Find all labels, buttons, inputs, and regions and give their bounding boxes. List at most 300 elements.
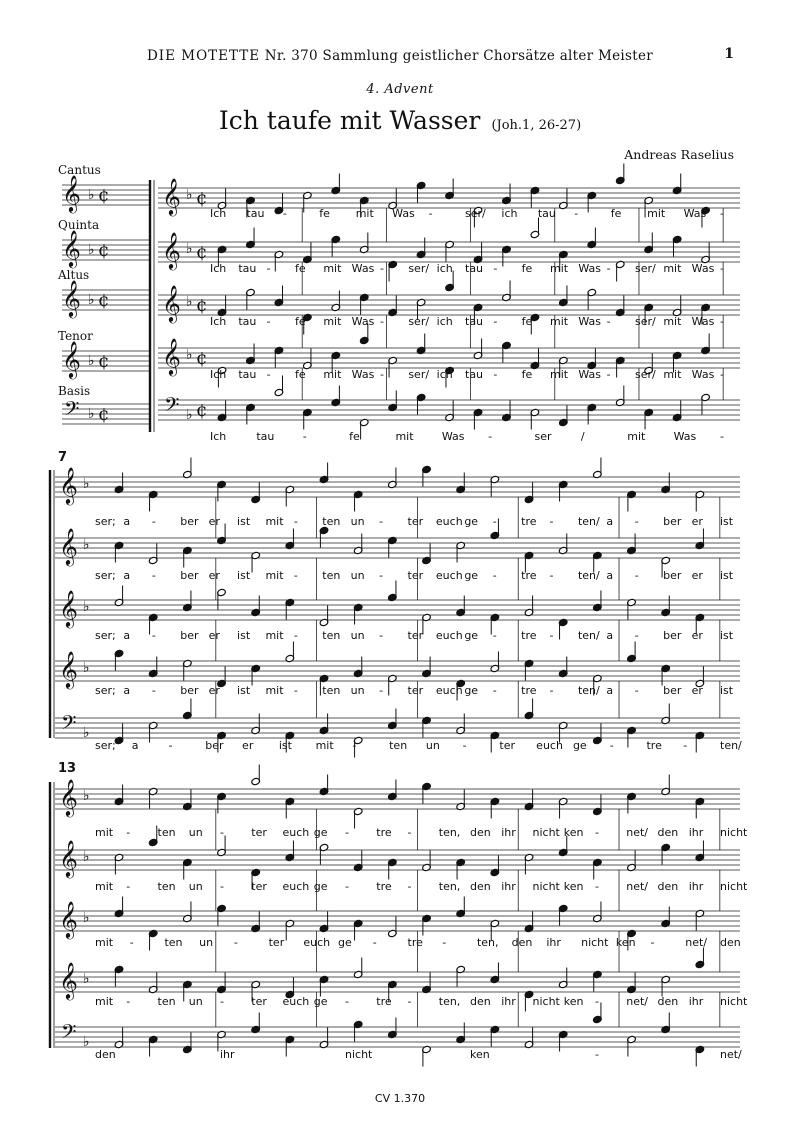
treble-clef-icon: 𝄞 bbox=[59, 527, 78, 565]
lyric-syllable: ken bbox=[470, 1048, 490, 1061]
measure-number-7: 7 bbox=[58, 450, 68, 465]
lyric-syllable: Was bbox=[578, 315, 601, 328]
treble-clef-icon: 𝄞 bbox=[59, 839, 78, 877]
lyric-syllable: nicht bbox=[532, 826, 560, 839]
lyric-syllable: - bbox=[380, 262, 384, 275]
flat-icon: ♭ bbox=[88, 187, 95, 203]
lyric-syllable: fe bbox=[349, 430, 360, 443]
lyric-syllable: - bbox=[302, 430, 307, 443]
lyric-syllable: ge bbox=[313, 826, 328, 839]
lyric-syllable: - bbox=[345, 995, 349, 1008]
lyric-syllable: ist bbox=[278, 739, 292, 752]
flat-icon: ♭ bbox=[83, 971, 90, 987]
flat-icon: ♭ bbox=[83, 537, 90, 553]
lyric-syllable: - bbox=[151, 515, 156, 528]
flat-icon: ♭ bbox=[83, 660, 90, 676]
lyric-syllable: er bbox=[208, 569, 220, 582]
lyric-syllable: - bbox=[151, 684, 156, 697]
lyric-syllable: ist bbox=[237, 629, 251, 642]
lyric-syllable: - bbox=[372, 936, 377, 949]
lyric-syllable: ten/ bbox=[577, 569, 600, 582]
lyric-syllable: ken bbox=[563, 826, 584, 839]
lyric-syllable: Was bbox=[673, 430, 697, 443]
cut-time-icon: ¢ bbox=[196, 400, 208, 421]
treble-clef-icon: 𝄞 bbox=[59, 466, 78, 504]
lyric-syllable: - bbox=[720, 315, 724, 328]
flat-icon: ♭ bbox=[83, 476, 90, 492]
flat-icon: ♭ bbox=[186, 187, 193, 203]
flat-icon: ♭ bbox=[88, 292, 95, 308]
lyric-syllable: tre bbox=[521, 629, 537, 642]
lyric-syllable: fe bbox=[295, 262, 306, 275]
lyric-syllable: ber bbox=[180, 684, 199, 697]
lyric-syllable: tre bbox=[646, 739, 662, 752]
lyric-syllable: ser; bbox=[95, 629, 116, 642]
lyric-syllable: - bbox=[293, 515, 298, 528]
treble-clef-icon: 𝄞 bbox=[59, 778, 78, 816]
lyric-syllable: - bbox=[683, 739, 688, 752]
lyric-syllable: ten bbox=[322, 629, 341, 642]
lyric-syllable: den bbox=[470, 826, 491, 839]
lyric-syllable: - bbox=[595, 995, 599, 1008]
lyric-syllable: mit bbox=[323, 315, 342, 328]
lyric-syllable: ser/ bbox=[635, 262, 656, 275]
lyric-syllable: ser/ bbox=[635, 315, 656, 328]
lyric-syllable: a bbox=[123, 629, 131, 642]
lyric-syllable: ter bbox=[499, 739, 516, 752]
liturgical-occasion: 4. Advent bbox=[366, 82, 434, 97]
lyric-syllable: - bbox=[634, 569, 639, 582]
lyric-syllable: - bbox=[650, 936, 655, 949]
lyric-syllable: - bbox=[151, 629, 156, 642]
lyric-syllable: mit bbox=[265, 629, 284, 642]
treble-clef-icon: 𝄞 bbox=[59, 650, 78, 688]
lyric-syllable: ich bbox=[501, 207, 518, 220]
lyric-syllable: mit bbox=[95, 995, 114, 1008]
lyric-syllable: mit bbox=[663, 315, 682, 328]
lyric-syllable: - bbox=[266, 315, 271, 328]
lyric-syllable: - bbox=[595, 880, 599, 893]
lyric-syllable: - bbox=[266, 368, 271, 381]
lyric-syllable: euch bbox=[435, 515, 463, 528]
lyric-syllable: nicht bbox=[720, 995, 748, 1008]
lyric-syllable: ten bbox=[322, 515, 341, 528]
lyric-syllable: er bbox=[691, 684, 703, 697]
lyric-syllable: Was bbox=[351, 368, 375, 381]
lyric-syllable: mit bbox=[315, 739, 334, 752]
voice-name-altus: Altus bbox=[58, 268, 90, 282]
lyric-syllable: un bbox=[350, 629, 365, 642]
lyric-syllable: - bbox=[345, 826, 349, 839]
lyric-syllable: den bbox=[511, 936, 533, 949]
lyric-syllable: - bbox=[407, 995, 412, 1008]
series-title: DIE MOTETTE bbox=[146, 48, 261, 64]
lyric-syllable: ter bbox=[407, 629, 424, 642]
lyric-syllable: ist bbox=[237, 684, 251, 697]
lyric-syllable: ten, bbox=[438, 826, 461, 839]
lyric-syllable: ten, bbox=[438, 995, 461, 1008]
lyric-syllable: ist bbox=[720, 629, 734, 642]
lyric-syllable: ter bbox=[251, 880, 267, 893]
lyric-syllable: ber bbox=[663, 515, 682, 528]
lyric-syllable: ter bbox=[407, 569, 424, 582]
lyric-syllable: - bbox=[379, 684, 384, 697]
lyric-syllable: net/ bbox=[626, 880, 649, 893]
lyric-syllable: - bbox=[282, 207, 287, 220]
lyric-syllable: net/ bbox=[685, 936, 708, 949]
publisher-code: CV 1.370 bbox=[374, 1092, 426, 1105]
lyric-syllable: fe bbox=[521, 368, 533, 381]
lyric-syllable: euch bbox=[536, 739, 563, 752]
lyric-syllable: ist bbox=[720, 569, 734, 582]
lyric-syllable: mit bbox=[550, 262, 569, 275]
flat-icon: ♭ bbox=[83, 849, 90, 865]
lyric-syllable: ter bbox=[268, 936, 285, 949]
lyric-syllable: euch bbox=[435, 629, 463, 642]
lyric-syllable: - bbox=[720, 368, 724, 381]
lyric-syllable: ten/ bbox=[577, 629, 600, 642]
lyric-syllable: ihr bbox=[688, 826, 704, 839]
lyric-syllable: - bbox=[220, 826, 224, 839]
lyric-syllable: net/ bbox=[626, 995, 649, 1008]
bass-clef-icon: 𝄢 bbox=[164, 393, 180, 421]
lyric-syllable: tre bbox=[376, 995, 392, 1008]
lyric-syllable: Ich bbox=[210, 262, 227, 275]
lyric-syllable: - bbox=[380, 368, 384, 381]
lyric-syllable: ist bbox=[237, 569, 251, 582]
lyric-syllable: ihr bbox=[501, 826, 516, 839]
voice-name-basis: Basis bbox=[58, 384, 91, 398]
lyric-syllable: ich bbox=[436, 315, 453, 328]
lyric-syllable: - bbox=[407, 880, 412, 893]
lyric-syllable: - bbox=[293, 684, 298, 697]
lyric-syllable: - bbox=[168, 739, 173, 752]
lyric-syllable: - bbox=[380, 315, 384, 328]
lyric-syllable: ber bbox=[663, 684, 682, 697]
lyric-syllable: / bbox=[580, 430, 585, 443]
lyric-syllable: Was bbox=[392, 207, 415, 220]
lyric-syllable: - bbox=[492, 515, 497, 528]
lyric-syllable: ich bbox=[436, 262, 453, 275]
lyric-syllable: ge bbox=[464, 569, 479, 582]
lyric-syllable: - bbox=[606, 315, 611, 328]
treble-clef-icon: 𝄞 bbox=[59, 589, 78, 627]
lyric-syllable: euch bbox=[435, 569, 463, 582]
lyric-syllable: er bbox=[691, 629, 703, 642]
lyric-syllable: er bbox=[208, 684, 220, 697]
lyric-syllable: - bbox=[379, 515, 384, 528]
lyric-syllable: den bbox=[657, 880, 679, 893]
lyric-syllable: net/ bbox=[626, 826, 649, 839]
lyric-syllable: ser/ bbox=[635, 368, 656, 381]
lyric-syllable: ten bbox=[157, 826, 176, 839]
lyric-syllable: mit bbox=[647, 207, 666, 220]
lyric-syllable: - bbox=[428, 207, 433, 220]
lyric-syllable: - bbox=[549, 569, 554, 582]
voice-name-cantus: Cantus bbox=[58, 163, 101, 177]
lyric-syllable: a bbox=[606, 569, 614, 582]
lyric-syllable: mit bbox=[95, 826, 114, 839]
lyric-syllable: ter bbox=[407, 515, 424, 528]
treble-clef-icon: 𝄞 bbox=[59, 900, 78, 938]
lyric-syllable: - bbox=[634, 629, 639, 642]
flat-icon: ♭ bbox=[186, 294, 193, 310]
lyric-syllable: - bbox=[720, 207, 724, 220]
lyric-syllable: tau bbox=[465, 262, 484, 275]
lyric-syllable: er bbox=[691, 569, 703, 582]
lyric-syllable: - bbox=[493, 368, 498, 381]
treble-clef-icon: 𝄞 bbox=[162, 337, 181, 375]
lyric-syllable: - bbox=[720, 430, 724, 443]
lyric-syllable: Was bbox=[578, 262, 601, 275]
lyric-syllable: un bbox=[425, 739, 440, 752]
lyric-syllable: ihr bbox=[501, 880, 516, 893]
cut-time-icon: ¢ bbox=[196, 348, 208, 369]
lyric-syllable: - bbox=[492, 684, 497, 697]
voice-name-tenor: Tenor bbox=[58, 329, 93, 343]
lyric-syllable: a bbox=[606, 629, 614, 642]
lyric-syllable: Was bbox=[691, 368, 715, 381]
lyric-syllable: - bbox=[595, 1048, 599, 1061]
lyric-syllable: mit bbox=[663, 368, 682, 381]
lyric-syllable: Was bbox=[683, 207, 707, 220]
lyric-syllable: ser; bbox=[95, 569, 116, 582]
lyric-syllable: - bbox=[352, 739, 357, 752]
lyric-syllable: ge bbox=[572, 739, 587, 752]
lyric-syllable: ge bbox=[464, 629, 479, 642]
lyric-syllable: ich bbox=[436, 368, 453, 381]
lyric-syllable: - bbox=[379, 569, 384, 582]
lyric-syllable: den bbox=[470, 880, 491, 893]
lyric-syllable: ge bbox=[464, 515, 479, 528]
lyric-syllable: ten bbox=[157, 880, 176, 893]
lyric-syllable: ser; bbox=[95, 684, 116, 697]
lyric-syllable: fe bbox=[521, 315, 533, 328]
treble-clef-icon: 𝄞 bbox=[62, 279, 81, 317]
lyric-syllable: Was bbox=[441, 430, 465, 443]
flat-icon: ♭ bbox=[186, 347, 193, 363]
cut-time-icon: ¢ bbox=[196, 188, 208, 209]
lyric-syllable: net/ bbox=[720, 1048, 742, 1061]
composer: Andreas Raselius bbox=[624, 147, 734, 162]
lyric-syllable: ser/ bbox=[465, 207, 486, 220]
lyric-syllable: un bbox=[188, 995, 203, 1008]
lyric-syllable: tau bbox=[238, 368, 257, 381]
lyric-syllable: Was bbox=[351, 315, 375, 328]
lyric-syllable: - bbox=[595, 826, 599, 839]
series-number: Nr. 370 bbox=[264, 48, 318, 64]
lyric-syllable: tre bbox=[376, 826, 392, 839]
lyric-syllable: - bbox=[293, 569, 298, 582]
lyric-syllable: ten/ bbox=[577, 515, 600, 528]
lyric-syllable: fe bbox=[295, 368, 306, 381]
lyric-syllable: - bbox=[606, 368, 611, 381]
bass-clef-icon: 𝄢 bbox=[61, 1020, 77, 1048]
lyric-syllable: euch bbox=[282, 826, 310, 839]
lyric-syllable: - bbox=[493, 315, 498, 328]
treble-clef-icon: 𝄞 bbox=[62, 340, 81, 378]
lyric-syllable: - bbox=[379, 629, 384, 642]
lyric-syllable: ten bbox=[389, 739, 408, 752]
lyric-syllable: un bbox=[199, 936, 214, 949]
lyric-syllable: ten bbox=[322, 569, 341, 582]
lyric-syllable: ge bbox=[338, 936, 352, 949]
lyric-syllable: den bbox=[720, 936, 741, 949]
lyric-syllable: - bbox=[442, 936, 447, 949]
lyric-syllable: nicht bbox=[581, 936, 609, 949]
lyric-syllable: ber bbox=[205, 739, 224, 752]
flat-icon: ♭ bbox=[88, 406, 95, 422]
lyric-syllable: den bbox=[657, 826, 679, 839]
lyric-syllable: ge bbox=[313, 995, 328, 1008]
treble-clef-icon: 𝄞 bbox=[162, 177, 181, 215]
lyric-syllable: tau bbox=[537, 207, 556, 220]
lyric-syllable: - bbox=[220, 880, 224, 893]
lyric-syllable: nicht bbox=[532, 880, 560, 893]
lyric-syllable: fe bbox=[610, 207, 622, 220]
flat-icon: ♭ bbox=[186, 241, 193, 257]
lyric-syllable: er bbox=[208, 629, 220, 642]
lyric-syllable: un bbox=[188, 826, 203, 839]
lyric-syllable: ser/ bbox=[408, 315, 430, 328]
lyric-syllable: nicht bbox=[345, 1048, 373, 1061]
lyric-syllable: - bbox=[492, 629, 497, 642]
lyric-syllable: Was bbox=[351, 262, 375, 275]
lyric-syllable: mit bbox=[323, 262, 342, 275]
collection-title: Sammlung geistlicher Chorsätze alter Meister bbox=[322, 48, 654, 64]
treble-clef-icon: 𝄞 bbox=[162, 231, 181, 269]
lyric-syllable: Was bbox=[691, 315, 715, 328]
lyric-syllable: ter bbox=[407, 684, 424, 697]
lyric-syllable: un bbox=[350, 569, 365, 582]
lyric-syllable: - bbox=[129, 936, 134, 949]
lyric-syllable: euch bbox=[303, 936, 331, 949]
cut-time-icon: ¢ bbox=[98, 351, 110, 372]
lyric-syllable: ser/ bbox=[408, 368, 430, 381]
lyric-syllable: - bbox=[266, 262, 271, 275]
lyric-syllable: mit bbox=[95, 936, 114, 949]
lyric-syllable: tre bbox=[521, 684, 537, 697]
lyric-syllable: un bbox=[188, 880, 203, 893]
lyric-syllable: - bbox=[549, 515, 554, 528]
lyric-syllable: ser; bbox=[95, 515, 116, 528]
lyric-syllable: ten bbox=[322, 684, 341, 697]
lyric-syllable: tau bbox=[465, 368, 484, 381]
lyric-syllable: Ich bbox=[210, 430, 227, 443]
lyric-syllable: er bbox=[691, 515, 703, 528]
lyric-syllable: - bbox=[345, 880, 349, 893]
lyric-syllable: ken bbox=[563, 880, 584, 893]
lyric-syllable: ser bbox=[534, 430, 552, 443]
lyric-syllable: ten bbox=[164, 936, 183, 949]
cut-time-icon: ¢ bbox=[98, 185, 110, 206]
treble-clef-icon: 𝄞 bbox=[162, 284, 181, 322]
lyric-syllable: Was bbox=[578, 368, 601, 381]
lyric-syllable: ihr bbox=[220, 1048, 235, 1061]
lyric-syllable: ken bbox=[615, 936, 636, 949]
lyric-syllable: ter bbox=[251, 826, 267, 839]
piece-title: Ich taufe mit Wasser bbox=[218, 106, 481, 135]
lyric-syllable: ten/ bbox=[577, 684, 600, 697]
lyric-syllable: a bbox=[123, 684, 131, 697]
lyric-syllable: ge bbox=[313, 880, 328, 893]
lyric-syllable: ge bbox=[464, 684, 479, 697]
lyric-syllable: un bbox=[350, 684, 365, 697]
cut-time-icon: ¢ bbox=[98, 404, 110, 425]
lyric-syllable: - bbox=[126, 880, 131, 893]
lyric-syllable: - bbox=[462, 739, 467, 752]
lyric-syllable: a bbox=[131, 739, 139, 752]
lyric-syllable: mit bbox=[265, 515, 284, 528]
lyric-syllable: ter bbox=[251, 995, 267, 1008]
lyric-syllable: mit bbox=[550, 368, 569, 381]
lyric-syllable: - bbox=[493, 262, 498, 275]
lyric-syllable: - bbox=[220, 995, 224, 1008]
lyric-syllable: - bbox=[609, 739, 614, 752]
lyric-syllable: tau bbox=[238, 315, 257, 328]
cut-time-icon: ¢ bbox=[98, 240, 110, 261]
lyric-syllable: mit bbox=[265, 684, 284, 697]
lyric-syllable: mit bbox=[627, 430, 646, 443]
lyric-syllable: tau bbox=[246, 207, 265, 220]
lyric-syllable: mit bbox=[355, 207, 374, 220]
lyric-syllable: mit bbox=[550, 315, 569, 328]
voice-name-quinta: Quinta bbox=[58, 218, 100, 232]
treble-clef-icon: 𝄞 bbox=[62, 229, 81, 267]
lyric-syllable: mit bbox=[95, 880, 114, 893]
lyric-syllable: - bbox=[151, 569, 156, 582]
lyric-syllable: mit bbox=[663, 262, 682, 275]
lyric-syllable: - bbox=[492, 569, 497, 582]
lyric-syllable: - bbox=[549, 629, 554, 642]
lyric-syllable: ist bbox=[720, 515, 734, 528]
lyric-syllable: ken bbox=[563, 995, 584, 1008]
flat-icon: ♭ bbox=[186, 407, 193, 423]
lyric-syllable: fe bbox=[295, 315, 306, 328]
lyric-syllable: - bbox=[549, 684, 554, 697]
lyric-syllable: tau bbox=[238, 262, 257, 275]
lyric-syllable: Ich bbox=[210, 368, 227, 381]
lyric-syllable: ten/ bbox=[720, 739, 742, 752]
bass-clef-icon: 𝄢 bbox=[64, 397, 80, 425]
lyric-syllable: euch bbox=[282, 880, 310, 893]
lyric-syllable: fe bbox=[521, 262, 533, 275]
lyric-syllable: ten, bbox=[476, 936, 499, 949]
lyric-syllable: ihr bbox=[546, 936, 561, 949]
lyric-syllable: euch bbox=[435, 684, 463, 697]
lyric-syllable: ist bbox=[720, 684, 734, 697]
lyric-syllable: den bbox=[657, 995, 679, 1008]
lyric-syllable: ber bbox=[180, 569, 199, 582]
treble-clef-icon: 𝄞 bbox=[59, 961, 78, 999]
lyric-syllable: nicht bbox=[532, 995, 560, 1008]
measure-number-13: 13 bbox=[58, 761, 77, 776]
lyric-syllable: - bbox=[293, 629, 298, 642]
lyric-syllable: a bbox=[606, 684, 614, 697]
lyric-syllable: mit bbox=[323, 368, 342, 381]
lyric-syllable: ser; bbox=[95, 739, 116, 752]
lyric-syllable: ten bbox=[157, 995, 176, 1008]
cut-time-icon: ¢ bbox=[196, 295, 208, 316]
lyric-syllable: - bbox=[720, 262, 724, 275]
lyric-syllable: - bbox=[634, 684, 639, 697]
flat-icon: ♭ bbox=[88, 353, 95, 369]
page-number: 1 bbox=[724, 46, 734, 62]
lyric-syllable: euch bbox=[282, 995, 310, 1008]
lyric-syllable: den bbox=[95, 1048, 116, 1061]
treble-clef-icon: 𝄞 bbox=[62, 174, 81, 212]
lyric-syllable: Ich bbox=[210, 315, 227, 328]
